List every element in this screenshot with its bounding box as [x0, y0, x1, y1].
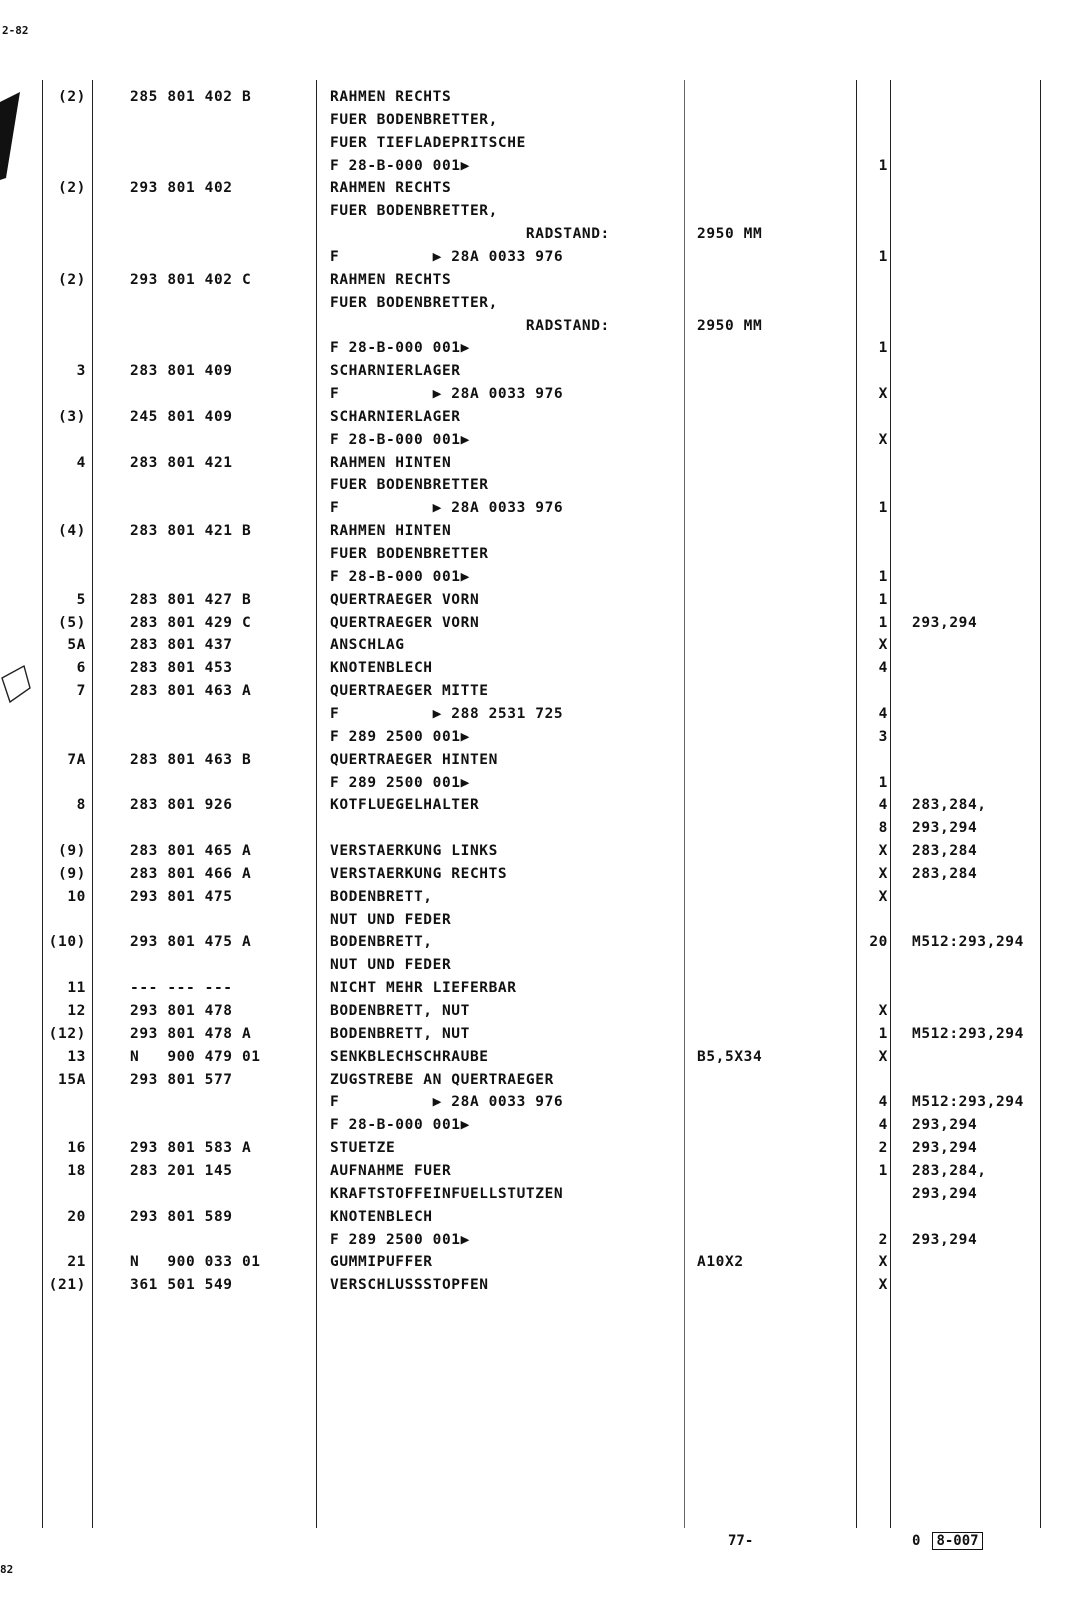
table-row	[0, 337, 1078, 359]
description-cell: RADSTAND:	[330, 226, 610, 243]
quantity-cell: X	[878, 1277, 888, 1294]
table-row	[0, 452, 1078, 474]
quantity-cell: 1	[878, 614, 888, 631]
description-cell: F 289 2500 001▶	[330, 774, 470, 791]
page-number: 77-	[728, 1533, 754, 1549]
position-cell: (3)	[58, 408, 86, 425]
position-cell: 13	[67, 1048, 86, 1065]
description-cell: F ▶ 288 2531 725	[330, 705, 564, 722]
position-cell: 20	[67, 1208, 86, 1225]
description-cell: KOTFLUEGELHALTER	[330, 797, 480, 814]
table-row	[0, 1251, 1078, 1273]
table-row	[0, 726, 1078, 748]
table-row	[0, 749, 1078, 771]
description-cell: RADSTAND:	[330, 317, 610, 334]
part-number-cell: 283 801 465 A	[130, 843, 252, 860]
quantity-cell: X	[878, 1254, 888, 1271]
description-cell: FUER BODENBRETTER	[330, 546, 489, 562]
quantity-cell: X	[878, 843, 888, 860]
part-number-cell: 283 801 421	[130, 454, 233, 471]
description-cell: VERSTAERKUNG RECHTS	[330, 865, 508, 882]
part-number-cell: 283 201 145	[130, 1162, 233, 1179]
table-row	[0, 315, 1078, 337]
part-number-cell: N 900 033 01	[130, 1254, 261, 1271]
table-row	[0, 1000, 1078, 1022]
description-cell: RAHMEN RECHTS	[330, 271, 452, 288]
remark-cell: 293,294	[912, 1140, 978, 1157]
quantity-cell: 2	[878, 1140, 888, 1157]
part-number-cell: 283 801 429 C	[130, 614, 252, 631]
quantity-cell: 4	[878, 705, 888, 722]
table-row	[0, 817, 1078, 839]
position-cell: 6	[76, 660, 86, 677]
description-cell: RAHMEN RECHTS	[330, 180, 452, 197]
table-row	[0, 1274, 1078, 1296]
description-cell: FUER BODENBRETTER,	[330, 111, 498, 128]
quantity-cell: 1	[878, 157, 888, 174]
quantity-cell: X	[878, 1003, 888, 1019]
position-cell: 5	[76, 591, 86, 608]
part-number-cell: 283 801 453	[130, 660, 233, 677]
position-cell: (21)	[48, 1277, 86, 1294]
table-row	[0, 474, 1078, 496]
table-row	[0, 977, 1078, 999]
quantity-cell: 1	[878, 591, 888, 608]
table-row	[0, 132, 1078, 154]
position-cell: 15A	[58, 1071, 86, 1088]
table-row	[0, 429, 1078, 451]
table-row	[0, 1183, 1078, 1205]
table-row	[0, 772, 1078, 794]
position-cell: 16	[67, 1140, 86, 1157]
description-cell: QUERTRAEGER HINTEN	[330, 751, 498, 768]
quantity-cell: X	[878, 386, 888, 403]
corner-label-top: 2-82	[2, 24, 29, 37]
description-cell: F ▶ 28A 0033 976	[330, 500, 564, 517]
table-row	[0, 909, 1078, 931]
part-number-cell: 293 801 402 C	[130, 271, 252, 288]
part-number-cell: 293 801 475	[130, 888, 233, 905]
position-cell: 4	[76, 454, 86, 471]
quantity-cell: 1	[878, 1025, 888, 1042]
description-cell: F 28-B-000 001▶	[330, 340, 470, 357]
table-row	[0, 863, 1078, 885]
description-cell: RAHMEN HINTEN	[330, 523, 452, 540]
catalog-code	[912, 1533, 983, 1549]
remark-cell: 283,284	[912, 843, 978, 860]
position-cell: 3	[76, 363, 86, 380]
position-cell: (12)	[48, 1025, 86, 1042]
description-cell: FUER TIEFLADEPRITSCHE	[330, 134, 526, 151]
description-cell: STUETZE	[330, 1140, 396, 1157]
quantity-cell: X	[878, 431, 888, 448]
remark-cell: 293,294	[912, 1231, 978, 1248]
table-row	[0, 1137, 1078, 1159]
description-cell: F 28-B-000 001▶	[330, 431, 470, 448]
description-cell: ZUGSTREBE AN QUERTRAEGER	[330, 1071, 554, 1088]
description-cell: VERSTAERKUNG LINKS	[330, 843, 498, 860]
description-cell: QUERTRAEGER VORN	[330, 614, 480, 631]
table-row	[0, 177, 1078, 199]
description-cell: SCHARNIERLAGER	[330, 408, 461, 425]
table-row	[0, 931, 1078, 953]
part-number-cell: 361 501 549	[130, 1277, 233, 1294]
position-cell: (2)	[58, 89, 86, 105]
position-cell: (10)	[48, 934, 86, 951]
table-row	[0, 1160, 1078, 1182]
quantity-cell: 1	[878, 340, 888, 357]
description-cell: F ▶ 28A 0033 976	[330, 386, 564, 403]
table-row	[0, 1206, 1078, 1228]
part-number-cell: 293 801 475 A	[130, 934, 252, 951]
remark-cell: 293,294	[912, 820, 978, 837]
part-number-cell: N 900 479 01	[130, 1048, 261, 1065]
spec-cell: 2950 MM	[697, 317, 763, 334]
table-row	[0, 155, 1078, 177]
part-number-cell: --- --- ---	[130, 980, 233, 997]
remark-cell: 293,294	[912, 1185, 978, 1202]
part-number-cell: 283 801 463 B	[130, 751, 252, 768]
remark-cell: 293,294	[912, 1117, 978, 1134]
part-number-cell: 285 801 402 B	[130, 89, 252, 105]
position-cell: (5)	[58, 614, 86, 631]
remark-cell: M512:293,294	[912, 934, 1024, 951]
table-row	[0, 589, 1078, 611]
remark-cell: 283,284,	[912, 797, 987, 814]
description-cell: SCHARNIERLAGER	[330, 363, 461, 380]
spec-cell: B5,5X34	[697, 1048, 763, 1065]
table-row	[0, 406, 1078, 428]
quantity-cell: X	[878, 1048, 888, 1065]
part-number-cell: 293 801 583 A	[130, 1140, 252, 1157]
position-cell: 18	[67, 1162, 86, 1179]
quantity-cell: X	[878, 888, 888, 905]
table-row	[0, 634, 1078, 656]
description-cell: FUER BODENBRETTER	[330, 477, 489, 494]
table-row	[0, 1069, 1078, 1091]
table-row	[0, 292, 1078, 314]
table-row	[0, 1114, 1078, 1136]
description-cell: F ▶ 28A 0033 976	[330, 248, 564, 265]
table-row	[0, 840, 1078, 862]
description-cell: BODENBRETT,	[330, 934, 433, 951]
table-row	[0, 383, 1078, 405]
table-row	[0, 1229, 1078, 1251]
position-cell: (2)	[58, 271, 86, 288]
table-row	[0, 954, 1078, 976]
description-cell: AUFNAHME FUER	[330, 1162, 452, 1179]
position-cell: 21	[67, 1254, 86, 1271]
part-number-cell: 293 801 589	[130, 1208, 233, 1225]
position-cell: 12	[67, 1003, 86, 1019]
position-cell: 10	[67, 888, 86, 905]
description-cell: NICHT MEHR LIEFERBAR	[330, 980, 517, 997]
description-cell: BODENBRETT, NUT	[330, 1025, 470, 1042]
part-number-cell: 293 801 478 A	[130, 1025, 252, 1042]
description-cell: FUER BODENBRETTER,	[330, 294, 498, 311]
description-cell: RAHMEN HINTEN	[330, 454, 452, 471]
part-number-cell: 245 801 409	[130, 408, 233, 425]
description-cell: QUERTRAEGER MITTE	[330, 683, 489, 700]
remark-cell: M512:293,294	[912, 1094, 1024, 1111]
table-row	[0, 520, 1078, 542]
catalog-code-box: 8-007	[932, 1532, 982, 1550]
table-row	[0, 612, 1078, 634]
spec-cell: 2950 MM	[697, 226, 763, 243]
description-cell: SENKBLECHSCHRAUBE	[330, 1048, 489, 1065]
part-number-cell: 283 801 421 B	[130, 523, 252, 540]
quantity-cell: X	[878, 637, 888, 654]
table-row	[0, 223, 1078, 245]
quantity-cell: 1	[878, 568, 888, 585]
position-cell: (9)	[58, 843, 86, 860]
table-row	[0, 886, 1078, 908]
quantity-cell: X	[878, 865, 888, 882]
description-cell: F 289 2500 001▶	[330, 728, 470, 745]
description-cell: BODENBRETT,	[330, 888, 433, 905]
position-cell: 8	[76, 797, 86, 814]
description-cell: KNOTENBLECH	[330, 660, 433, 677]
description-cell: NUT UND FEDER	[330, 911, 452, 928]
corner-label-bottom: 82	[0, 1563, 14, 1576]
quantity-cell: 4	[878, 797, 888, 814]
table-row	[0, 1023, 1078, 1045]
table-row	[0, 86, 1078, 108]
table-row	[0, 246, 1078, 268]
part-number-cell: 283 801 437	[130, 637, 233, 654]
description-cell: NUT UND FEDER	[330, 957, 452, 974]
position-cell: 11	[67, 980, 86, 997]
remark-cell: 293,294	[912, 614, 978, 631]
table-row	[0, 543, 1078, 565]
quantity-cell: 4	[878, 1117, 888, 1134]
table-row	[0, 360, 1078, 382]
table-row	[0, 269, 1078, 291]
quantity-cell: 4	[878, 1094, 888, 1111]
position-cell: (2)	[58, 180, 86, 197]
description-cell: F ▶ 28A 0033 976	[330, 1094, 564, 1111]
table-row	[0, 497, 1078, 519]
table-row	[0, 794, 1078, 816]
part-number-cell: 283 801 409	[130, 363, 233, 380]
position-cell: 5A	[67, 637, 86, 654]
description-cell: BODENBRETT, NUT	[330, 1003, 470, 1019]
position-cell: 7A	[67, 751, 86, 768]
quantity-cell: 1	[878, 1162, 888, 1179]
description-cell: QUERTRAEGER VORN	[330, 591, 480, 608]
position-cell: (9)	[58, 865, 86, 882]
description-cell: F 28-B-000 001▶	[330, 157, 470, 174]
part-number-cell: 283 801 926	[130, 797, 233, 814]
quantity-cell: 1	[878, 500, 888, 517]
quantity-cell: 1	[878, 774, 888, 791]
description-cell: RAHMEN RECHTS	[330, 89, 452, 105]
description-cell: ANSCHLAG	[330, 637, 405, 654]
description-cell: GUMMIPUFFER	[330, 1254, 433, 1271]
table-row	[0, 657, 1078, 679]
quantity-cell: 4	[878, 660, 888, 677]
remark-cell: 283,284,	[912, 1162, 987, 1179]
quantity-cell: 1	[878, 248, 888, 265]
description-cell: F 28-B-000 001▶	[330, 568, 470, 585]
description-cell: KRAFTSTOFFEINFUELLSTUTZEN	[330, 1185, 564, 1202]
table-row	[0, 200, 1078, 222]
remark-cell: M512:293,294	[912, 1025, 1024, 1042]
part-number-cell: 283 801 463 A	[130, 683, 252, 700]
quantity-cell: 2	[878, 1231, 888, 1248]
part-number-cell: 283 801 427 B	[130, 591, 252, 608]
position-cell: 7	[76, 683, 86, 700]
description-cell: VERSCHLUSSSTOPFEN	[330, 1277, 489, 1294]
catalog-code-prefix: 0	[912, 1533, 921, 1549]
quantity-cell: 20	[869, 934, 888, 951]
position-cell: (4)	[58, 523, 86, 540]
description-cell: KNOTENBLECH	[330, 1208, 433, 1225]
description-cell: FUER BODENBRETTER,	[330, 203, 498, 220]
quantity-cell: 3	[878, 728, 888, 745]
quantity-cell: 8	[878, 820, 888, 837]
remark-cell: 283,284	[912, 865, 978, 882]
part-number-cell: 293 801 577	[130, 1071, 233, 1088]
table-row	[0, 1091, 1078, 1113]
part-number-cell: 293 801 402	[130, 180, 233, 197]
table-row	[0, 680, 1078, 702]
description-cell: F 289 2500 001▶	[330, 1231, 470, 1248]
description-cell: F 28-B-000 001▶	[330, 1117, 470, 1134]
table-row	[0, 1046, 1078, 1068]
spec-cell: A10X2	[697, 1254, 744, 1271]
table-row	[0, 703, 1078, 725]
part-number-cell: 283 801 466 A	[130, 865, 252, 882]
part-number-cell: 293 801 478	[130, 1003, 233, 1019]
table-row	[0, 566, 1078, 588]
table-row	[0, 109, 1078, 131]
